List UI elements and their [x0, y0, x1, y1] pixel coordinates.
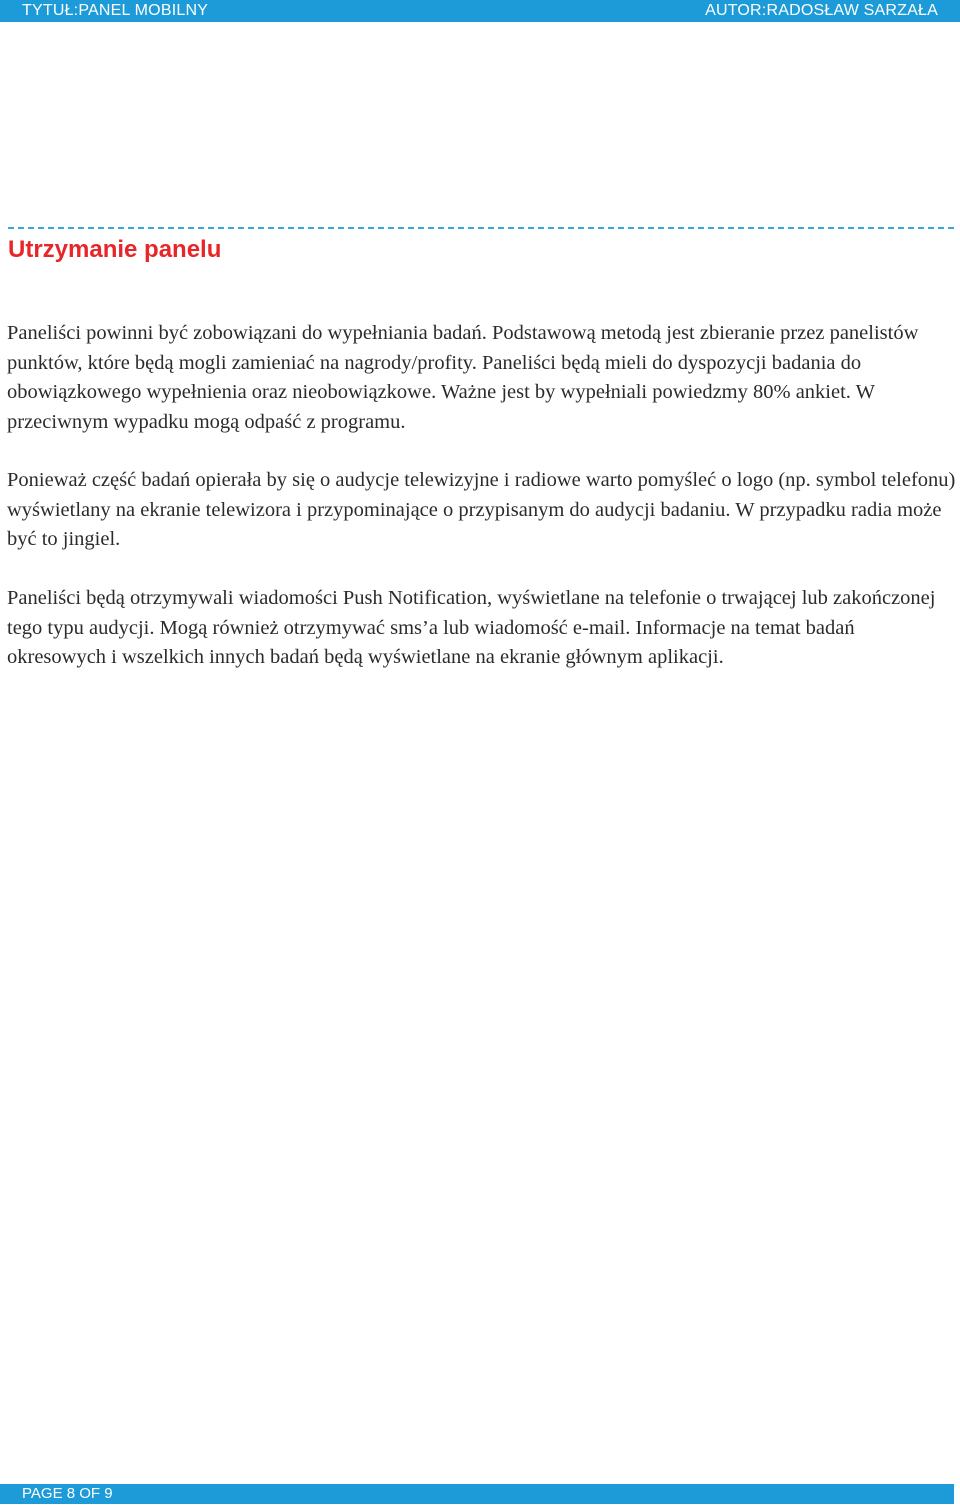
page-header: [0, 0, 960, 22]
paragraph-tv-radio-logo: Ponieważ część badań opierała by się o audycje telewizyjne i radiowe warto pomyśleć o logo (np. symbol telefonu) wyświetlany na ekranie telewizora i przypominające o przypisanym do audycji badaniu. W przypadku radia może być to jingiel.: [7, 469, 956, 550]
document-title: TYTUŁ:PANEL MOBILNY: [22, 2, 209, 19]
paragraph-notifications: Paneliści będą otrzymywali wiadomości Push Notification, wyświetlane na telefonie o trwającej lub zakończonej tego typu audycji. Mogą również otrzymywać sms’a lub wiadomość e-mail. Informacje na temat badań okresowych i wszelkich innych badań będą wyświetlane na ekranie głównym aplikacji.: [7, 587, 936, 668]
page-footer: [0, 1484, 954, 1504]
section-title: Utrzymanie panelu: [8, 236, 222, 263]
page-number: PAGE 8 OF 9: [22, 1485, 113, 1502]
document-author: AUTOR:RADOSŁAW SARZAŁA: [705, 2, 938, 19]
paragraph-panel-obligations: Paneliści powinni być zobowiązani do wypełniania badań. Podstawową metodą jest zbieranie przez panelistów punktów, które będą mogli zamieniać na nagrody/profity. Paneliści będą mieli do dyspozycji badania do obowiązkowego wypełnienia oraz nieobowiązkowe. Ważne jest by wypełniali powiedzmy 80% ankiet. W przeciwnym wypadku mogą odpaść z programu.: [7, 322, 919, 433]
section-divider: [8, 227, 954, 229]
